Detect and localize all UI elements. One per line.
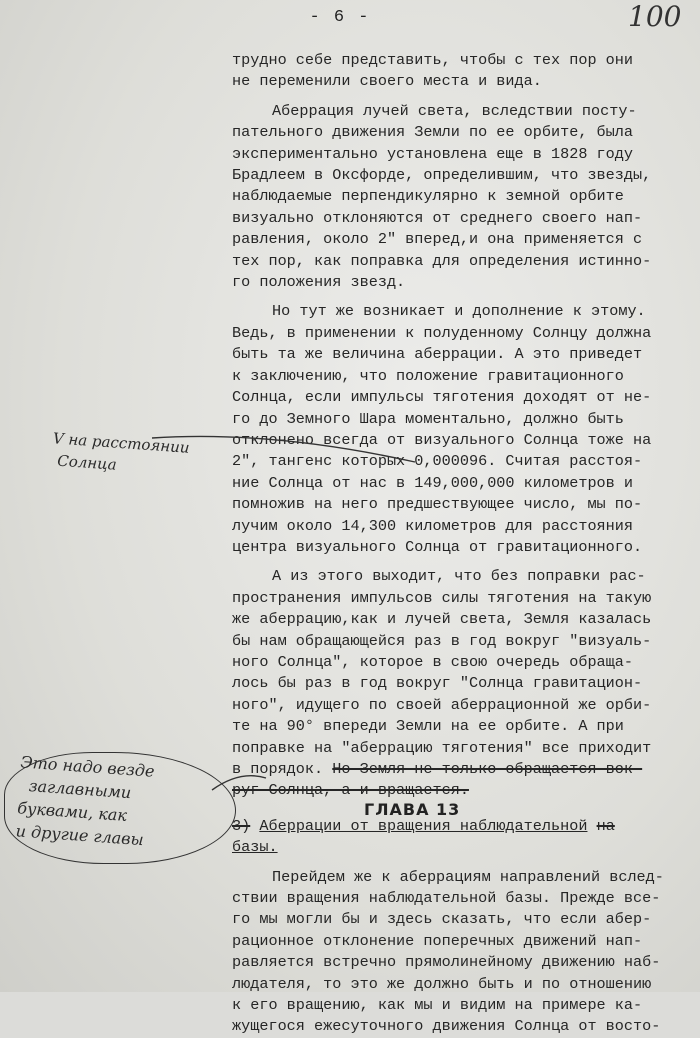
text-line: центра визуального Солнца от гравитационного.	[232, 537, 643, 556]
text-line: Перейдем же к аберрациям направлений вслед-	[272, 867, 664, 886]
text-line: Но тут же возникает и дополнение к этому.	[272, 302, 646, 321]
heading-line	[232, 816, 692, 837]
heading-text: Аберрации от вращения наблюдательной	[259, 816, 588, 835]
heading-line: базы.	[232, 838, 278, 857]
text-line: людателя, то это же должно быть и по отношению	[232, 974, 652, 993]
text-line: отклонено всегда от визуального Солнца тоже на	[232, 430, 652, 449]
text-line: лось бы раз в год вокруг "Солнца гравитацион-	[232, 674, 643, 693]
text-line: те на 90° впереди Земли на ее орбите. А при	[232, 717, 624, 736]
text-line: равления, около 2" вперед,и она применяется с	[232, 230, 643, 249]
margin-note-line: заглавными	[28, 776, 132, 803]
margin-note	[15, 750, 155, 851]
page-number: - 6 -	[309, 8, 371, 27]
text-line: тех пор, как поправка для определения истинно-	[232, 251, 652, 270]
text-line: ние Солнца от нас в 149,000,000 километров и	[232, 473, 634, 492]
text-line: ствии вращения наблюдательной базы. Прежде все-	[232, 889, 661, 908]
margin-note-line: буквами, как	[16, 798, 128, 825]
margin-arrow-line	[210, 760, 270, 800]
text-line: пространения импульсов силы тяготения на такую	[232, 588, 652, 607]
text-line: бы нам обращающейся раз в год вокруг "визуаль-	[232, 631, 652, 650]
paragraph-1	[232, 50, 692, 93]
text-line: равляется встречно прямолинейному движению наб-	[232, 953, 661, 972]
text-line: же аберрацию,как и лучей света, Земля казалась	[232, 610, 652, 629]
text-fragment: в порядок.	[232, 760, 324, 778]
handwritten-page-number: 100	[628, 0, 682, 33]
section-heading	[232, 799, 692, 859]
text-line: жущегося ежесуточного движения Солнца от восто-	[232, 1017, 661, 1036]
paragraph-2	[232, 101, 692, 294]
text-line: го мы могли бы и здесь сказать, что если абер-	[232, 910, 652, 929]
text-line: помножив на него предшествующее число, мы по-	[232, 495, 643, 514]
text-line: го до Земного Шара моментально, должно быть	[232, 409, 624, 428]
text-line: 2", тангенс которых 0,000096. Считая расстоя-	[232, 452, 643, 471]
margin-arrow-line	[150, 428, 420, 468]
text-line: экспериментально установлена еще в 1828 году	[232, 144, 634, 163]
margin-note-line: Солнца	[56, 451, 118, 474]
margin-note-line: Это надо везде	[19, 752, 156, 781]
text-line: к заключению, что положение гравитационного	[232, 366, 624, 385]
struck-text: на	[596, 816, 615, 835]
chapter-label: ГЛАВА 13	[364, 799, 461, 819]
paragraph-5	[232, 867, 692, 1038]
text-line: ного", идущего по своей аберрационной же орби-	[232, 695, 652, 714]
text-line: Брадлеем в Оксфорде, определившим, что звезды,	[232, 166, 652, 185]
text-line: к его вращению, как мы и видим на примере ка-	[232, 996, 643, 1015]
text-line: не переменили своего места и вида.	[232, 72, 542, 91]
text-line: А из этого выходит, что без поправки рас-	[272, 567, 646, 586]
paragraph-4	[232, 566, 692, 801]
text-line: го положения звезд.	[232, 273, 406, 292]
text-line: Аберрация лучей света, вследствии посту-	[272, 101, 637, 120]
text-line: визуально отклоняются от среднего своего нап-	[232, 208, 643, 227]
margin-note-line: V на расстоянии	[52, 429, 191, 457]
text-line: Солнца, если импульсы тяготения доходят от не-	[232, 388, 652, 407]
text-line	[232, 759, 692, 780]
text-line: ного Солнца", которое в свою очередь обраща-	[232, 652, 634, 671]
text-line: поправке на "аберрацию тяготения" все приходит	[232, 738, 652, 757]
text-line: трудно себе представить, чтобы с тех пор они	[232, 51, 634, 69]
text-line: наблюдаемые перпендикулярно к земной орбите	[232, 187, 624, 206]
text-line: лучим около 14,300 километров для расстояния	[232, 516, 634, 535]
heading-number: 3)	[232, 816, 251, 835]
text-line: рационное отклонение поперечных движений нап-	[232, 931, 643, 950]
text-line: быть та же величина аберрации. А это приведет	[232, 345, 643, 364]
margin-note-line: и другие главы	[15, 821, 145, 850]
struck-text: руг Солнца, а и вращается.	[232, 781, 469, 800]
struck-text: Но Земля не только обращается вок-	[332, 760, 643, 778]
typed-body	[232, 50, 692, 1038]
text-line: Ведь, в применении к полуденному Солнцу должна	[232, 323, 652, 342]
text-line: пательного движения Земли по ее орбите, была	[232, 123, 634, 142]
